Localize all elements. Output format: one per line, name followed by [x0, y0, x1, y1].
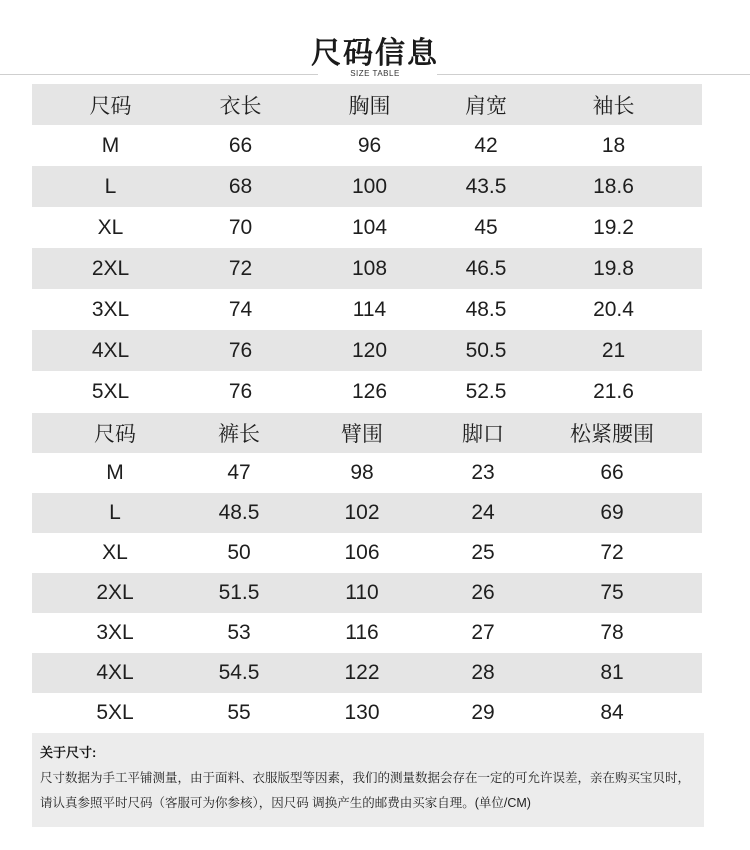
table-row — [32, 166, 702, 207]
table-cell: M — [106, 461, 124, 484]
size-table-header — [0, 0, 750, 84]
table-cell: 52.5 — [465, 379, 507, 403]
table-cell: 108 — [292, 248, 447, 289]
table-cell: 122 — [280, 653, 444, 693]
table-cell: 2XL — [32, 248, 189, 289]
table-row — [32, 613, 702, 653]
table-row — [32, 453, 702, 493]
table-cell: 116 — [345, 621, 379, 644]
table-cell: 5XL — [91, 379, 130, 403]
table-cell: 69 — [522, 493, 702, 533]
header-cell: 松紧腰围 — [522, 413, 702, 453]
table-cell: 29 — [471, 701, 495, 724]
table-cell: 2XL — [32, 573, 198, 613]
table-cell: 74 — [228, 297, 253, 321]
table-cell: 66 — [600, 461, 624, 484]
table-cell: 70 — [228, 215, 253, 239]
table-cell: 98 — [350, 461, 374, 484]
table-row — [32, 330, 702, 371]
table-cell: 23 — [471, 461, 495, 484]
table-cell: 84 — [600, 701, 624, 724]
table-header-row — [32, 413, 702, 453]
table-cell: 75 — [522, 573, 702, 613]
table-cell: 54.5 — [198, 653, 280, 693]
table-cell: 43.5 — [447, 166, 525, 207]
table-cell: 19.8 — [525, 248, 702, 289]
size-note-panel — [32, 733, 704, 827]
table-row — [32, 125, 702, 166]
title-divider-right — [437, 74, 750, 75]
table-cell: 4XL — [32, 653, 198, 693]
tops-size-table — [32, 84, 702, 412]
table-row — [32, 207, 702, 248]
table-cell: L — [32, 493, 198, 533]
table-cell: 72 — [189, 248, 292, 289]
table-cell: 96 — [357, 133, 382, 157]
table-cell: 48.5 — [198, 493, 280, 533]
table-cell: 66 — [228, 133, 253, 157]
table-row — [32, 493, 702, 533]
header-cell: 袖长 — [525, 84, 702, 125]
pants-size-table — [32, 413, 702, 733]
table-cell: 28 — [444, 653, 522, 693]
table-cell: 18 — [601, 133, 626, 157]
table-cell: 21.6 — [593, 379, 634, 403]
header-cell: 脚口 — [444, 413, 522, 453]
table-row — [32, 248, 702, 289]
table-cell: 46.5 — [447, 248, 525, 289]
table-cell: 120 — [292, 330, 447, 371]
table-cell: 3XL — [91, 297, 130, 321]
table-cell: 48.5 — [465, 297, 507, 321]
table-header-row — [32, 84, 702, 125]
table-cell: 47 — [227, 461, 251, 484]
table-cell: 26 — [444, 573, 522, 613]
table-cell: 25 — [471, 541, 495, 564]
table-cell: 130 — [344, 701, 380, 724]
table-cell: 21 — [525, 330, 702, 371]
header-cell: 胸围 — [292, 84, 447, 125]
table-row — [32, 653, 702, 693]
table-cell: 20.4 — [593, 297, 634, 321]
table-cell: M — [101, 133, 120, 157]
table-cell: 126 — [351, 379, 388, 403]
table-row — [32, 573, 702, 613]
header-cell: 裤长 — [198, 413, 280, 453]
table-cell: 18.6 — [525, 166, 702, 207]
header-cell: 尺码 — [32, 413, 198, 453]
note-body: 尺寸数据为手工平铺测量，由于面料、衣服版型等因素，我们的测量数据会存在一定的可允许误差，亲在购买宝贝时，请认真参照平时尺码（客服可为你参核），因尺码 调换产生的邮费由买家自理。(单位/CM) — [40, 771, 691, 810]
table-cell: 76 — [189, 330, 292, 371]
table-cell: 78 — [600, 621, 624, 644]
page-subtitle: SIZE TABLE — [350, 69, 400, 78]
table-cell: 102 — [280, 493, 444, 533]
table-cell: 50.5 — [447, 330, 525, 371]
table-row — [32, 533, 702, 573]
table-cell: 5XL — [96, 701, 134, 724]
table-cell: 55 — [227, 701, 251, 724]
header-cell: 尺码 — [32, 84, 189, 125]
table-cell: L — [32, 166, 189, 207]
table-cell: XL — [102, 541, 128, 564]
table-cell: 53 — [227, 621, 251, 644]
table-row — [32, 693, 702, 733]
table-cell: 114 — [352, 297, 387, 321]
table-cell: 76 — [228, 379, 253, 403]
table-cell: 42 — [474, 133, 498, 157]
table-cell: 106 — [344, 541, 380, 564]
header-cell: 臂围 — [280, 413, 444, 453]
note-title: 关于尺寸: — [40, 745, 97, 760]
table-cell: 100 — [292, 166, 447, 207]
table-cell: 45 — [474, 215, 498, 239]
table-cell: 24 — [444, 493, 522, 533]
table-row — [32, 289, 702, 330]
table-cell: 3XL — [96, 621, 134, 644]
table-cell: 104 — [351, 215, 388, 239]
table-cell: 81 — [522, 653, 702, 693]
table-cell: 27 — [471, 621, 495, 644]
table-cell: 19.2 — [593, 215, 634, 239]
table-cell: 72 — [600, 541, 624, 564]
header-cell: 肩宽 — [447, 84, 525, 125]
table-cell: XL — [97, 215, 124, 239]
table-cell: 68 — [189, 166, 292, 207]
table-cell: 51.5 — [198, 573, 280, 613]
table-cell: 4XL — [32, 330, 189, 371]
table-cell: 110 — [280, 573, 444, 613]
page-title: 尺码信息 — [311, 37, 439, 70]
table-cell: 50 — [227, 541, 251, 564]
header-cell: 衣长 — [189, 84, 292, 125]
table-row — [32, 371, 702, 412]
